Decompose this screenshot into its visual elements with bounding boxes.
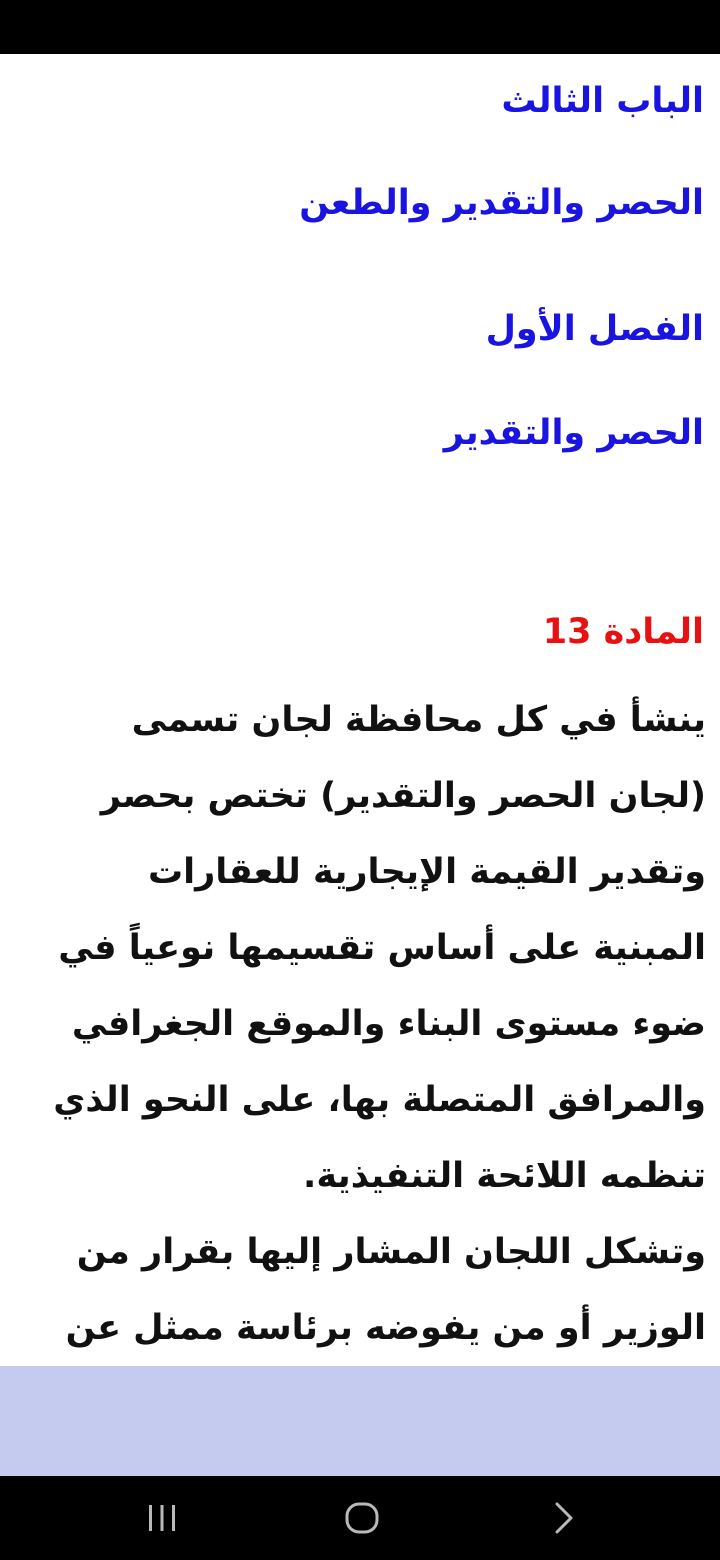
chapter-title: الحصر والتقدير [443, 413, 704, 453]
back-button[interactable] [504, 1476, 624, 1560]
home-button[interactable] [302, 1476, 422, 1560]
article-body [36, 682, 706, 1442]
navigation-bar [0, 1476, 720, 1560]
article-paragraph: وتشكل اللجان المشار إليها بقرار من الوزير أو من يفوضه برئاسة ممثل عن [65, 1232, 706, 1348]
part-title: الحصر والتقدير والطعن [299, 183, 704, 223]
chapter-heading: الفصل الأول [485, 309, 704, 349]
home-icon [344, 1500, 380, 1536]
bottom-panel [0, 1366, 720, 1476]
part-heading: الباب الثالث [501, 81, 704, 121]
back-icon [549, 1500, 579, 1536]
status-bar [0, 0, 720, 54]
article-title: المادة 13 [542, 612, 704, 652]
recent-apps-button[interactable] [102, 1476, 222, 1560]
article-content[interactable] [0, 54, 720, 1366]
article-paragraph: ينشأ في كل محافظة لجان تسمى (لجان الحصر والتقدير) تختص بحصر وتقدير القيمة الإيجارية للعقارات المبنية على أساس تقسيمها نوعياً في ضوء مستوى البناء والموقع الجغرافي والمرافق المتصلة بها، على النحو الذي تنظمه اللائحة التنفيذية. [53, 700, 706, 1196]
recent-apps-icon [145, 1501, 179, 1535]
